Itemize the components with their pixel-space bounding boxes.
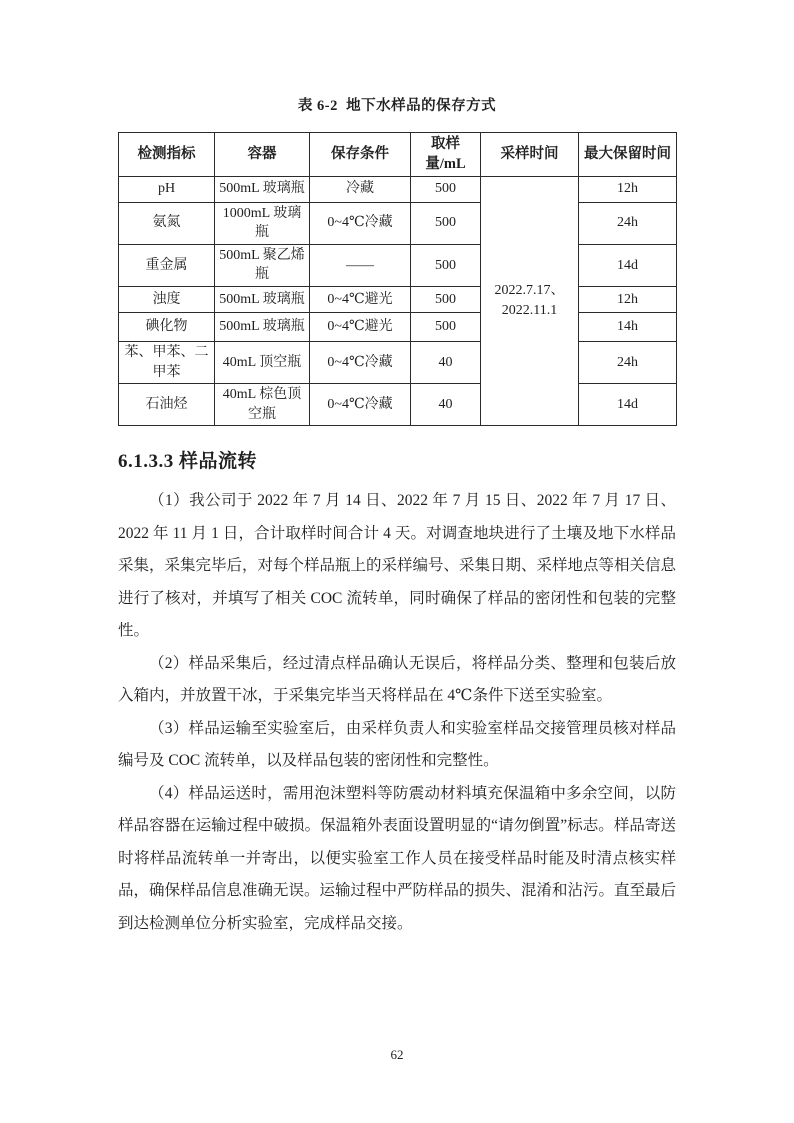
cell-max-retention: 24h [579, 202, 677, 244]
cell-max-retention: 14d [579, 384, 677, 426]
cell-sampling-time [481, 176, 579, 426]
groundwater-preservation-table [118, 132, 677, 426]
cell-condition: 0~4℃避光 [310, 286, 411, 312]
cell-volume: 40 [411, 341, 481, 383]
cell-max-retention: 14d [579, 244, 677, 286]
table-row [119, 176, 677, 202]
cell-indicator: 石油烃 [119, 384, 215, 426]
table-row [119, 312, 677, 341]
cell-condition: —— [310, 244, 411, 286]
paragraph-sample-handover: （3）样品运输至实验室后，由采样负责人和实验室样品交接管理员核对样品编号及 COC 流转单，以及样品包装的密闭性和完整性。 [118, 719, 676, 770]
cell-volume: 40 [411, 384, 481, 426]
cell-volume: 500 [411, 244, 481, 286]
col-header-condition: 保存条件 [310, 133, 411, 177]
table-caption: 表 6-2 地下水样品的保存方式 [297, 98, 497, 114]
cell-container: 1000mL 玻璃瓶 [215, 202, 310, 244]
col-header-volume: 取样量/mL [411, 133, 481, 177]
cell-container: 40mL 顶空瓶 [215, 341, 310, 383]
cell-volume: 500 [411, 176, 481, 202]
cell-condition: 0~4℃避光 [310, 312, 411, 341]
sampling-time-line2: 2022.11.1 [501, 302, 558, 318]
cell-indicator: 重金属 [119, 244, 215, 286]
col-header-indicator: 检测指标 [119, 133, 215, 177]
cell-max-retention: 12h [579, 286, 677, 312]
sampling-time-line1: 2022.7.17、 [494, 283, 565, 299]
document-content [118, 94, 676, 940]
cell-indicator: 浊度 [119, 286, 215, 312]
table-row [119, 384, 677, 426]
cell-max-retention: 12h [579, 176, 677, 202]
cell-indicator: 碘化物 [119, 312, 215, 341]
col-header-sampling-time: 采样时间 [481, 133, 579, 177]
table-row [119, 202, 677, 244]
paragraph-sample-collection: （1）我公司于 2022 年 7 月 14 日、2022 年 7 月 15 日、2022 年 7 月 17 日、2022 年 11 月 1 日，合计取样时间合计 4 天。对调查地块进行了土壤及地下水样品采集，采集完毕后，对每个样品瓶上的采样编号、采集日期、采样地点等相关信息进行了核对，并填写了相关 COC 流转单，同时确保了样品的密闭性和包装的完整性。 [118, 492, 677, 640]
cell-condition: 0~4℃冷藏 [310, 384, 411, 426]
cell-container: 500mL 玻璃瓶 [215, 286, 310, 312]
cell-condition: 0~4℃冷藏 [310, 202, 411, 244]
table-row [119, 244, 677, 286]
cell-indicator: 氨氮 [119, 202, 215, 244]
paragraph-sample-transport: （4）样品运送时，需用泡沫塑料等防震动材料填充保温箱中多余空间，以防样品容器在运输过程中破损。保温箱外表面设置明显的“请勿倒置”标志。样品寄送时将样品流转单一并寄出，以便实验室工作人员在接受样品时能及时清点核实样品，确保样品信息准确无误。运输过程中严防样品的损失、混淆和沾污。直至最后到达检测单位分析实验室，完成样品交接。 [118, 784, 677, 932]
cell-container: 500mL 玻璃瓶 [215, 312, 310, 341]
col-header-container: 容器 [215, 133, 310, 177]
cell-condition: 0~4℃冷藏 [310, 341, 411, 383]
cell-container: 500mL 玻璃瓶 [215, 176, 310, 202]
table-row [119, 286, 677, 312]
paragraph-sample-packing: （2）样品采集后，经过清点样品确认无误后，将样品分类、整理和包装后放入箱内，并放置干冰，于采集完毕当天将样品在 4℃条件下送至实验室。 [118, 654, 676, 705]
cell-volume: 500 [411, 286, 481, 312]
cell-indicator: pH [119, 176, 215, 202]
cell-volume: 500 [411, 202, 481, 244]
cell-container: 500mL 聚乙烯瓶 [215, 244, 310, 286]
cell-condition: 冷藏 [310, 176, 411, 202]
cell-indicator: 苯、甲苯、二甲苯 [119, 341, 215, 383]
page-number: 62 [390, 1047, 404, 1062]
table-header-row [119, 133, 677, 177]
cell-max-retention: 14h [579, 312, 677, 341]
cell-max-retention: 24h [579, 341, 677, 383]
col-header-max-retention: 最大保留时间 [579, 133, 677, 177]
cell-container: 40mL 棕色顶空瓶 [215, 384, 310, 426]
table-row [119, 341, 677, 383]
cell-volume: 500 [411, 312, 481, 341]
section-heading: 6.1.3.3 样品流转 [118, 451, 258, 473]
